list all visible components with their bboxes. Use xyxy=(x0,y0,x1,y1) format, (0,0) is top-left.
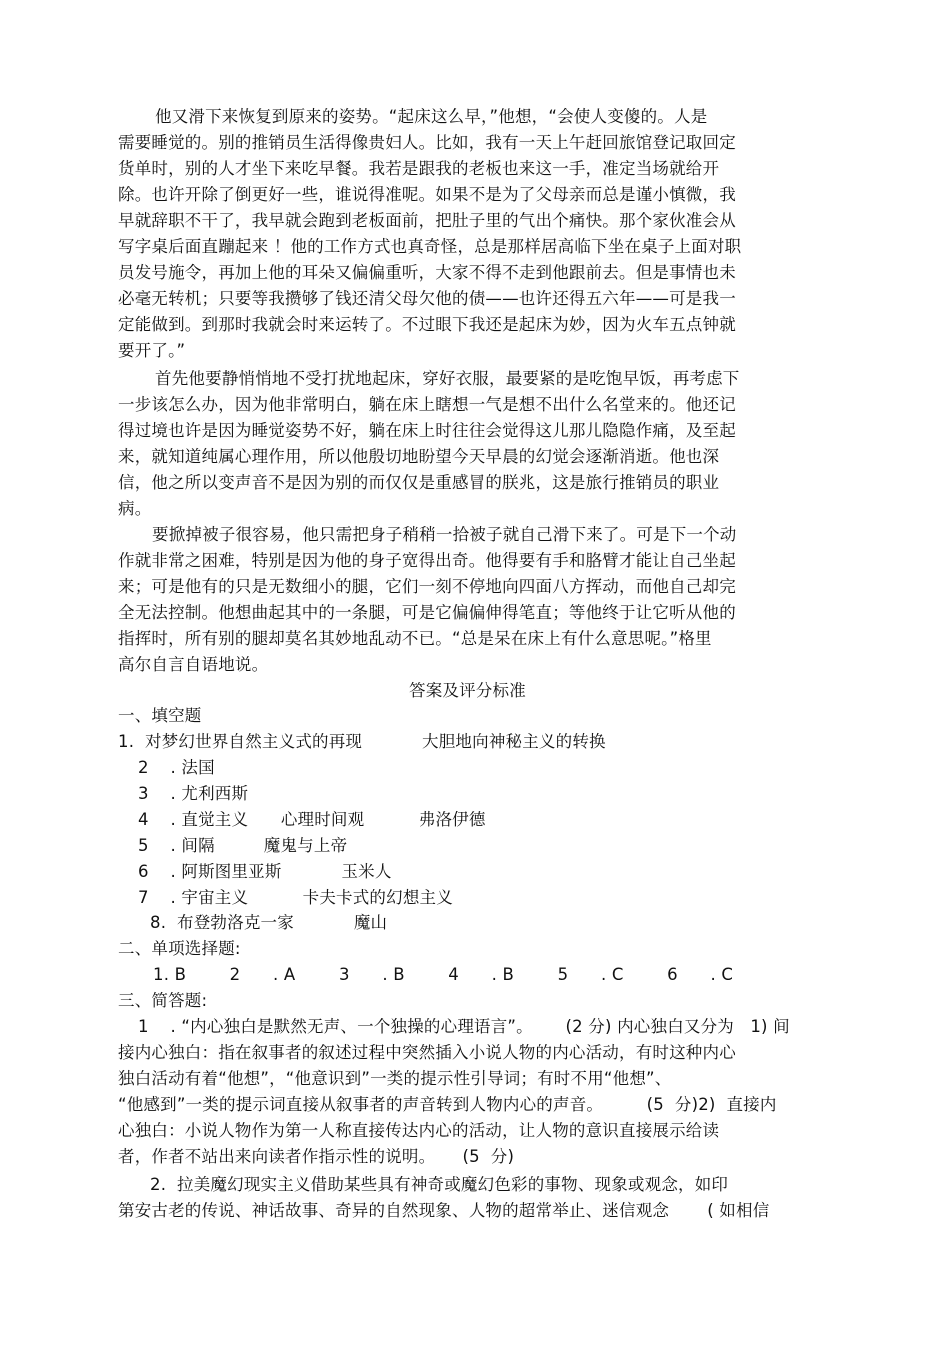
passage-line: 员发号施令，再加上他的耳朵又偏偏重听，大家不得不走到他跟前去。但是事情也未 xyxy=(118,263,736,282)
answer-key-title: 答案及评分标准 xyxy=(409,681,526,700)
passage-line: 一步该怎么办，因为他非常明白，躺在床上瞎想一气是想不出什么名堂来的。他还记 xyxy=(118,395,736,414)
passage-line: 得过境也许是因为睡觉姿势不好，躺在床上时往往会觉得这儿那儿隐隐作痛，及至起 xyxy=(118,421,736,440)
answer-line: 心独白：小说人物作为第一人称直接传达内心的活动，让人物的意识直接展示给读 xyxy=(118,1121,720,1140)
answer-line: “他感到”一类的提示词直接从叙事者的声音转到人物内心的声音。 (5 分)2) 直接内 xyxy=(118,1095,777,1114)
passage-line: 信，他之所以变声音不是因为别的而仅仅是重感冒的朕兆，这是旅行推销员的职业 xyxy=(118,473,720,492)
passage-line: 高尔自言自语地说。 xyxy=(118,655,269,674)
answer-line: 一、填空题 xyxy=(118,706,202,725)
passage-line: 要掀掉被子很容易，他只需把身子稍稍一拾被子就自己滑下来了。可是下一个动 xyxy=(152,525,737,544)
answer-line: 1. B 2 . A 3 . B 4 . B 5 . C 6 . C xyxy=(153,965,734,984)
passage-line: 写字桌后面直蹦起来 ！他的工作方式也真奇怪，总是那样居高临下坐在桌子上面对职 xyxy=(118,237,742,256)
passage-line: 定能做到。到那时我就会时来运转了。不过眼下我还是起床为妙，因为火车五点钟就 xyxy=(118,315,736,334)
answer-line: 1. 对梦幻世界自然主义式的再现 大胆地向神秘主义的转换 xyxy=(118,732,606,751)
passage-line: 他又滑下来恢复到原来的姿势。“起床这么早，”他想，“会使人变傻的。人是 xyxy=(155,107,708,126)
passage-line: 必毫无转机；只要等我攒够了钱还清父母欠他的债——也许还得五六年——可是我一 xyxy=(118,289,736,308)
answer-line: 1 . “内心独白是默然无声、一个独操的心理语言”。 (2 分) 内心独白又分为 1) 间 xyxy=(138,1017,790,1036)
passage-line: 全无法控制。他想曲起其中的一条腿，可是它偏偏伸得笔直；等他终于让它听从他的 xyxy=(118,603,736,622)
answer-line: 8. 布登勃洛克一家 魔山 xyxy=(150,913,388,932)
answer-line: 3 . 尤利西斯 xyxy=(138,784,249,803)
answer-line: 独白活动有着“他想”，“他意识到”一类的提示性引导词；有时不用“他想”、 xyxy=(118,1069,672,1088)
passage-line: 除。也许开除了倒更好一些，谁说得准呢。如果不是为了父母亲而总是谨小慎微，我 xyxy=(118,185,736,204)
passage-line: 来，就知道纯属心理作用，所以他殷切地盼望今天早晨的幻觉会逐渐消逝。他也深 xyxy=(118,447,720,466)
answer-line: 三、简答题: xyxy=(118,991,208,1010)
passage-line: 指挥时，所有别的腿却莫名其妙地乱动不已。“总是呆在床上有什么意思呢。”格里 xyxy=(118,629,712,648)
passage-line: 要开了。” xyxy=(118,341,186,360)
passage-line: 需要睡觉的。别的推销员生活得像贵妇人。比如，我有一天上午赶回旅馆登记取回定 xyxy=(118,133,736,152)
answer-line: 4 . 直觉主义 心理时间观 弗洛伊德 xyxy=(138,810,486,829)
passage-line: 首先他要静悄悄地不受打扰地起床，穿好衣服，最要紧的是吃饱早饭，再考虑下 xyxy=(155,369,740,388)
answer-line: 2 . 法国 xyxy=(138,758,215,777)
answer-line: 6 . 阿斯图里亚斯 玉米人 xyxy=(138,862,392,881)
answer-line: 第安古老的传说、神话故事、奇异的自然现象、人物的超常举止、迷信观念 ( 如相信 xyxy=(118,1201,770,1220)
passage-line: 来；可是他有的只是无数细小的腿，它们一刻不停地向四面八方挥动，而他自己却完 xyxy=(118,577,736,596)
passage-line: 作就非常之困难，特别是因为他的身子宽得出奇。他得要有手和胳臂才能让自己坐起 xyxy=(118,551,736,570)
answer-line: 5 . 间隔 魔鬼与上帝 xyxy=(138,836,348,855)
answer-line: 者，作者不站出来向读者作指示性的说明。 (5 分) xyxy=(118,1147,515,1166)
answer-line: 接内心独白：指在叙事者的叙述过程中突然插入小说人物的内心活动，有时这种内心 xyxy=(118,1043,736,1062)
passage-line: 病。 xyxy=(118,499,152,518)
passage-line: 货单时，别的人才坐下来吃早餐。我若是跟我的老板也来这一手，准定当场就给开 xyxy=(118,159,720,178)
answer-line: 7 . 宇宙主义 卡夫卡式的幻想主义 xyxy=(138,888,453,907)
answer-line: 2. 拉美魔幻现实主义借助某些具有神奇或魔幻色彩的事物、现象或观念，如印 xyxy=(150,1175,729,1194)
passage-line: 早就辞职不干了，我早就会跑到老板面前，把肚子里的气出个痛快。那个家伙准会从 xyxy=(118,211,736,230)
answer-line: 二、单项选择题: xyxy=(118,939,241,958)
